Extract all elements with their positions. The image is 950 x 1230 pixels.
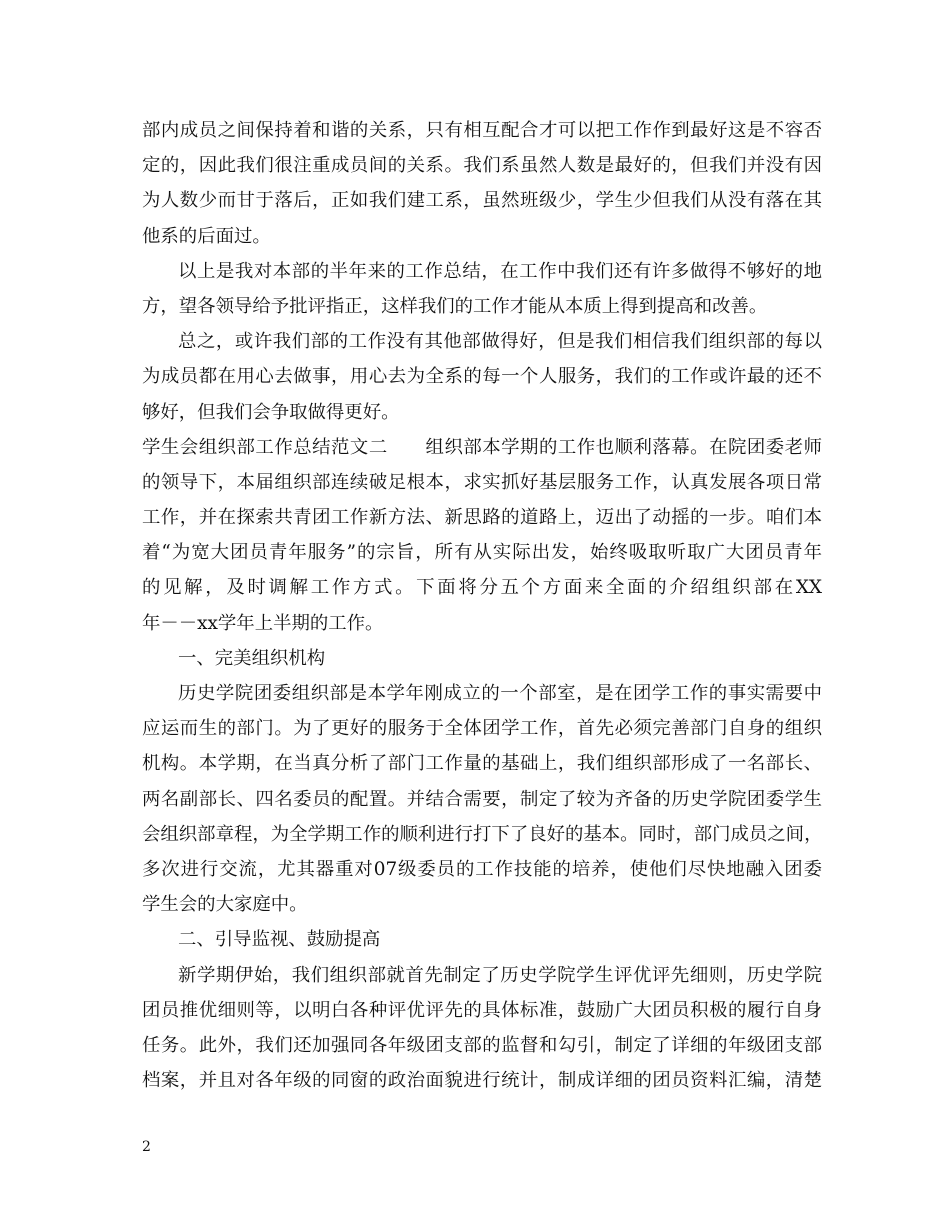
text-line: 机构。本学期，在当真分析了部门工作量的基础上，我们组织部形成了一名部长、	[142, 753, 822, 775]
text-line: 年－－xx学年上半期的工作。	[142, 612, 384, 634]
text-line: 档案，并且对各年级的同窗的政治面貌进行统计，制成详细的团员资料汇编，清楚	[142, 1070, 822, 1092]
text-line: 一、完美组织机构	[178, 647, 326, 669]
text-line: 新学期伊始，我们组织部就首先制定了历史学院学生评优评先细则，历史学院	[178, 964, 822, 986]
text-line: 多次进行交流，尤其器重对07级委员的工作技能的培养，使他们尽快地融入团委	[142, 858, 822, 880]
text-line: 会组织部章程，为全学期工作的顺利进行打下了良好的基本。同时，部门成员之间，	[142, 823, 822, 845]
text-line: 学生会的大家庭中。	[142, 894, 308, 916]
text-line: 学生会组织部工作总结范文二 组织部本学期的工作也顺利落幕。在院团委老师	[142, 436, 822, 458]
text-line: 的见解，及时调解工作方式。下面将分五个方面来全面的介绍组织部在XX	[142, 577, 822, 599]
text-line: 够好，但我们会争取做得更好。	[142, 401, 400, 423]
document-body	[142, 113, 822, 1098]
text-line: 以上是我对本部的半年来的工作总结，在工作中我们还有许多做得不够好的地	[178, 260, 822, 282]
text-line: 定的，因此我们很注重成员间的关系。我们系虽然人数是最好的，但我们并没有因	[142, 155, 822, 177]
text-line: 总之，或许我们部的工作没有其他部做得好，但是我们相信我们组织部的每以	[178, 331, 822, 353]
text-line: 二、引导监视、鼓励提高	[178, 929, 381, 951]
text-line: 他系的后面过。	[142, 225, 271, 247]
page-number: 2	[142, 1139, 151, 1155]
text-line: 为人数少而甘于落后，正如我们建工系，虽然班级少，学生少但我们从没有落在其	[142, 190, 822, 212]
text-line: 应运而生的部门。为了更好的服务于全体团学工作，首先必须完善部门自身的组织	[142, 718, 822, 740]
text-line: 方，望各领导给予批评指正，这样我们的工作才能从本质上得到提高和改善。	[142, 295, 768, 317]
text-line: 两名副部长、四名委员的配置。并结合需要，制定了较为齐备的历史学院团委学生	[142, 788, 822, 810]
text-line: 的领导下，本届组织部连续破足根本，求实抓好基层服务工作，认真发展各项日常	[142, 471, 822, 493]
text-line: 任务。此外，我们还加强同各年级团支部的监督和勾引，制定了详细的年级团支部	[142, 1034, 822, 1056]
text-line: 团员推优细则等，以明白各种评优评先的具体标准，鼓励广大团员积极的履行自身	[142, 999, 822, 1021]
text-line: 着“为宽大团员青年服务”的宗旨，所有从实际出发，始终吸取听取广大团员青年	[142, 542, 822, 564]
text-line: 部内成员之间保持着和谐的关系，只有相互配合才可以把工作作到最好这是不容否	[142, 120, 822, 141]
text-line: 工作，并在探索共青团工作新方法、新思路的道路上，迈出了动摇的一步。咱们本	[142, 507, 822, 529]
text-line: 为成员都在用心去做事，用心去为全系的每一个人服务，我们的工作或许最的还不	[142, 366, 822, 388]
text-line: 历史学院团委组织部是本学年刚成立的一个部室，是在团学工作的事实需要中	[178, 683, 822, 704]
